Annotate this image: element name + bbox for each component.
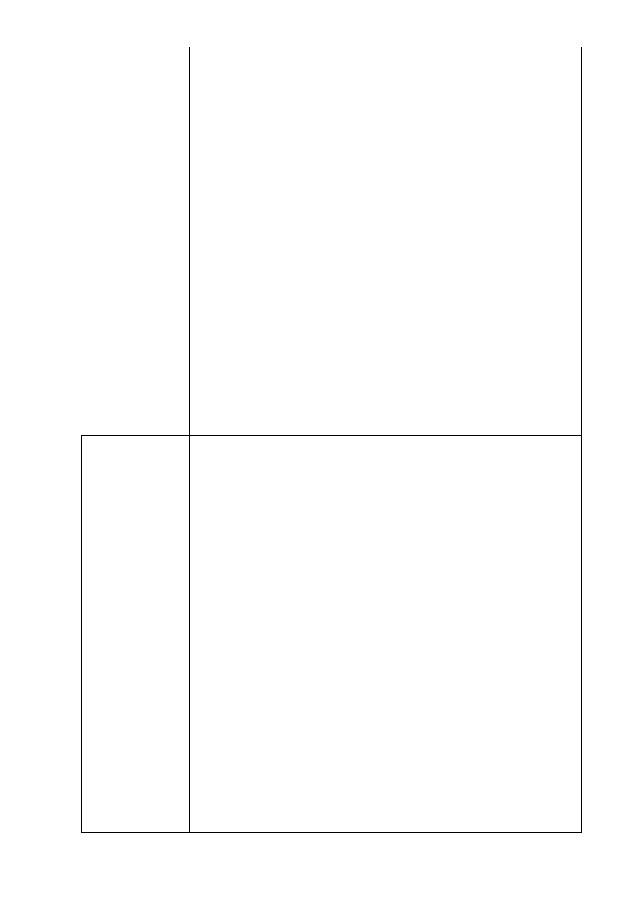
program-passport-table: [81, 47, 582, 833]
table-column-divider: [189, 47, 190, 833]
table-border-left: [81, 435, 82, 833]
table-row-divider: [81, 435, 582, 436]
table-border-right: [581, 47, 582, 833]
table-border-bottom: [81, 832, 582, 833]
